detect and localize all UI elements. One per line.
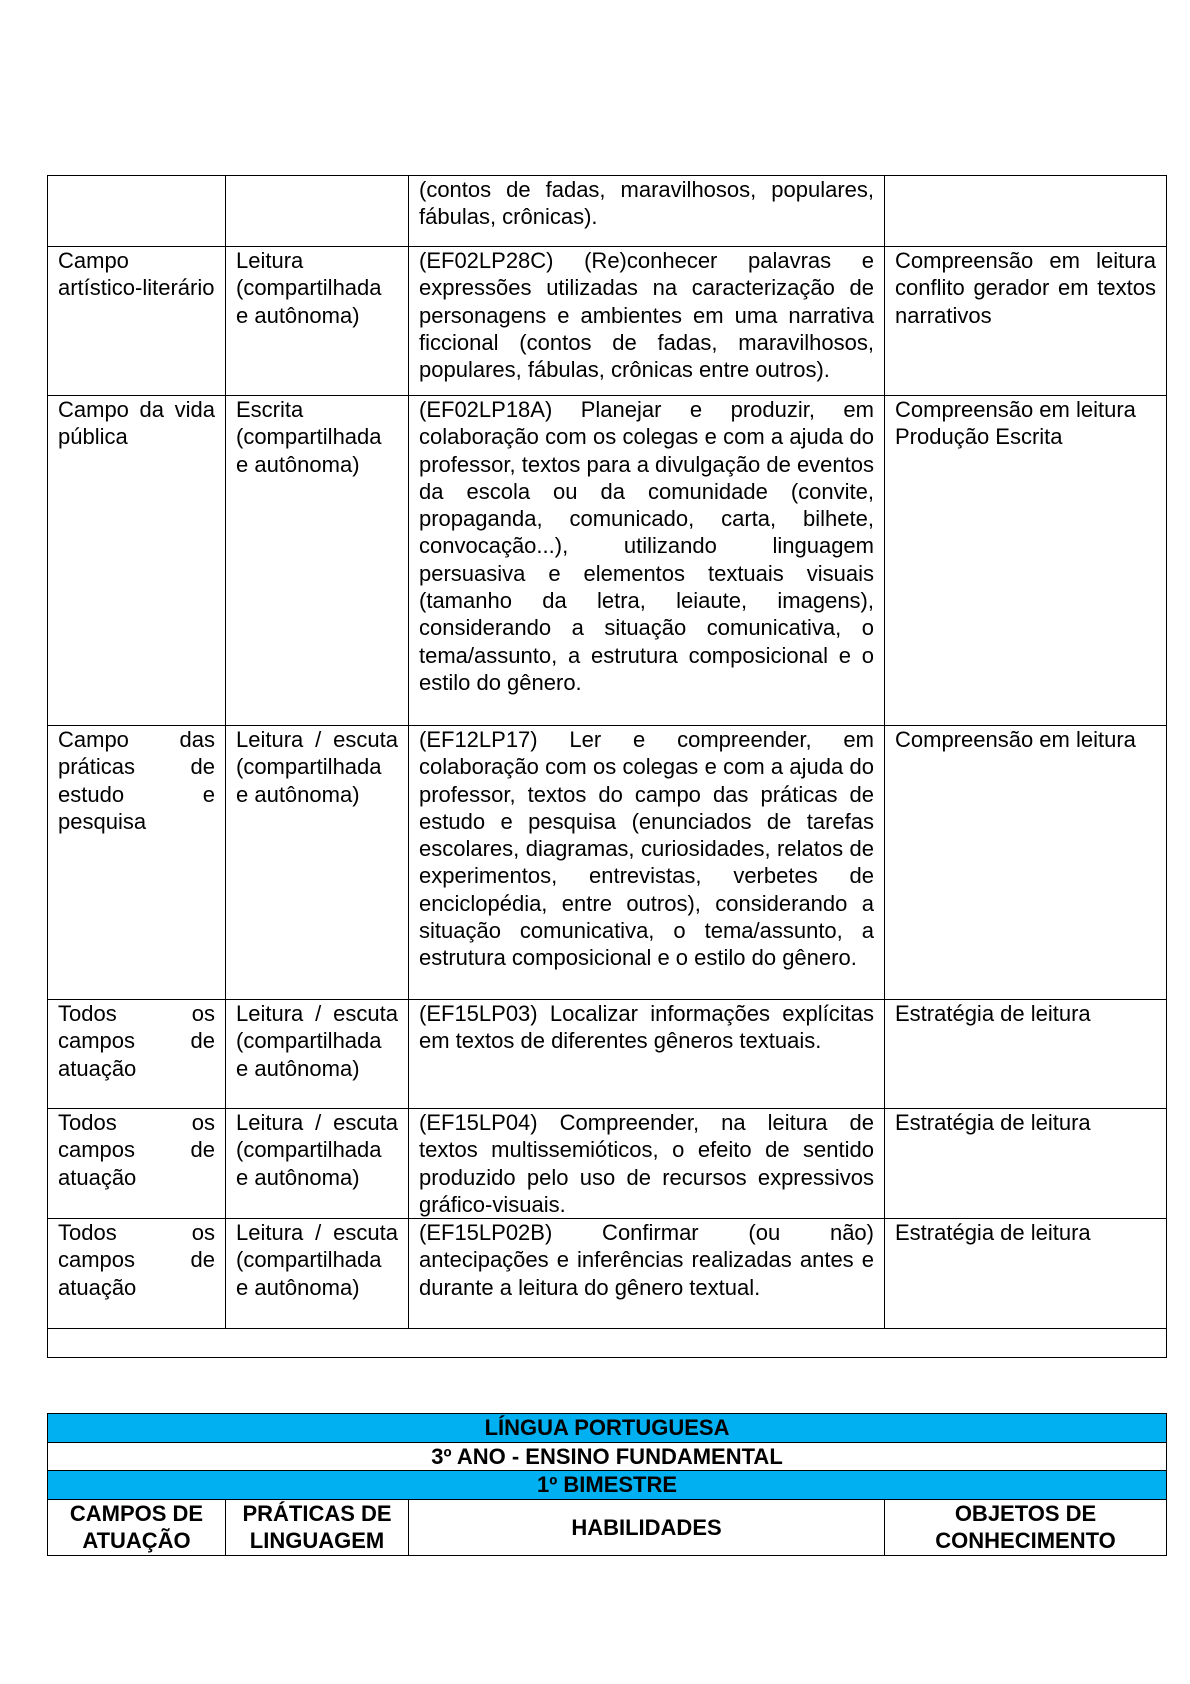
empty-row xyxy=(48,1329,1167,1358)
curriculum-table-header xyxy=(47,1413,1167,1556)
table-row xyxy=(48,396,1167,726)
campo-cell xyxy=(48,176,226,247)
column-header-habilidades: HABILIDADES xyxy=(409,1499,885,1555)
table-row xyxy=(48,176,1167,247)
habilidade-cell: (EF15LP04) Compreender, na leitura de textos multissemióticos, o efeito de sentido produzido pelo uso de recursos expressivos gráfico-visuais. xyxy=(409,1109,885,1219)
curriculum-table-continued xyxy=(47,175,1167,1358)
column-header-objetos: OBJETOS DE CONHECIMENTO xyxy=(885,1499,1167,1555)
campo-cell: Todos os campos de atuação xyxy=(48,1000,226,1109)
column-header-praticas: PRÁTICAS DE LINGUAGEM xyxy=(226,1499,409,1555)
objeto-line: Compreensão em leitura xyxy=(895,397,1136,422)
habilidade-cell: (EF02LP18A) Planejar e produzir, em colaboração com os colegas e com a ajuda do professor, textos para a divulgação de eventos da escola ou da comunidade (convite, propaganda, comunicado, carta, bilhete, convocação...), utilizando linguagem persuasiva e elementos textuais visuais (tamanho da letra, leiaute, imagens), considerando a situação comunicativa, o tema/assunto, a estrutura composicional e o estilo do gênero. xyxy=(409,396,885,726)
habilidade-cell: (EF12LP17) Ler e compreender, em colaboração com os colegas e com a ajuda do professor, textos do campo das práticas de estudo e pesquisa (enunciados de tarefas escolares, diagramas, curiosidades, relatos de experimentos, entrevistas, verbetes de enciclopédia, entre outros), considerando a situação comunicativa, o tema/assunto, a estrutura composicional e o estilo do gênero. xyxy=(409,726,885,1000)
pratica-cell: Leitura / escuta (compartilhada e autônoma) xyxy=(226,1109,409,1219)
term-title: 1º BIMESTRE xyxy=(48,1471,1167,1499)
objeto-cell xyxy=(885,396,1167,726)
campo-cell: Todos os campos de atuação xyxy=(48,1109,226,1219)
campo-cell: Campo das práticas de estudo e pesquisa xyxy=(48,726,226,1000)
table-row xyxy=(48,1219,1167,1329)
term-row xyxy=(48,1471,1167,1499)
campo-cell: Campo da vida pública xyxy=(48,396,226,726)
objeto-cell: Estratégia de leitura xyxy=(885,1219,1167,1329)
subject-title: LÍNGUA PORTUGUESA xyxy=(48,1414,1167,1443)
objeto-line: Produção Escrita xyxy=(895,424,1063,450)
habilidade-cell: (contos de fadas, maravilhosos, populares, fábulas, crônicas). xyxy=(409,176,885,247)
grade-title: 3º ANO - ENSINO FUNDAMENTAL xyxy=(48,1443,1167,1471)
pratica-cell: Escrita (compartilhada e autônoma) xyxy=(226,396,409,726)
pratica-cell: Leitura / escuta (compartilhada e autônoma) xyxy=(226,1219,409,1329)
pratica-cell xyxy=(226,176,409,247)
table-row xyxy=(48,726,1167,1000)
objeto-cell: Estratégia de leitura xyxy=(885,1000,1167,1109)
habilidade-cell: (EF15LP02B) Confirmar (ou não) antecipações e inferências realizadas antes e durante a leitura do gênero textual. xyxy=(409,1219,885,1329)
column-header-row xyxy=(48,1499,1167,1555)
objeto-cell: Estratégia de leitura xyxy=(885,1109,1167,1219)
table-row xyxy=(48,1000,1167,1109)
habilidade-cell: (EF15LP03) Localizar informações explícitas em textos de diferentes gêneros textuais. xyxy=(409,1000,885,1109)
campo-cell: Campo artístico-literário xyxy=(48,247,226,396)
pratica-cell: Leitura / escuta (compartilhada e autônoma) xyxy=(226,1000,409,1109)
objeto-cell: Compreensão em leitura conflito gerador em textos narrativos xyxy=(885,247,1167,396)
pratica-cell: Leitura / escuta (compartilhada e autônoma) xyxy=(226,726,409,1000)
habilidade-cell: (EF02LP28C) (Re)conhecer palavras e expressões utilizadas na caracterização de personagens e ambientes em uma narrativa ficcional (contos de fadas, maravilhosos, populares, fábulas, crônicas entre outros). xyxy=(409,247,885,396)
pratica-cell: Leitura (compartilhada e autônoma) xyxy=(226,247,409,396)
grade-row xyxy=(48,1443,1167,1471)
subject-row xyxy=(48,1414,1167,1443)
objeto-cell xyxy=(885,176,1167,247)
empty-cell xyxy=(48,1329,1167,1358)
objeto-cell: Compreensão em leitura xyxy=(885,726,1167,1000)
table-row xyxy=(48,1109,1167,1219)
column-header-campos: CAMPOS DE ATUAÇÃO xyxy=(48,1499,226,1555)
table-row xyxy=(48,247,1167,396)
campo-cell: Todos os campos de atuação xyxy=(48,1219,226,1329)
